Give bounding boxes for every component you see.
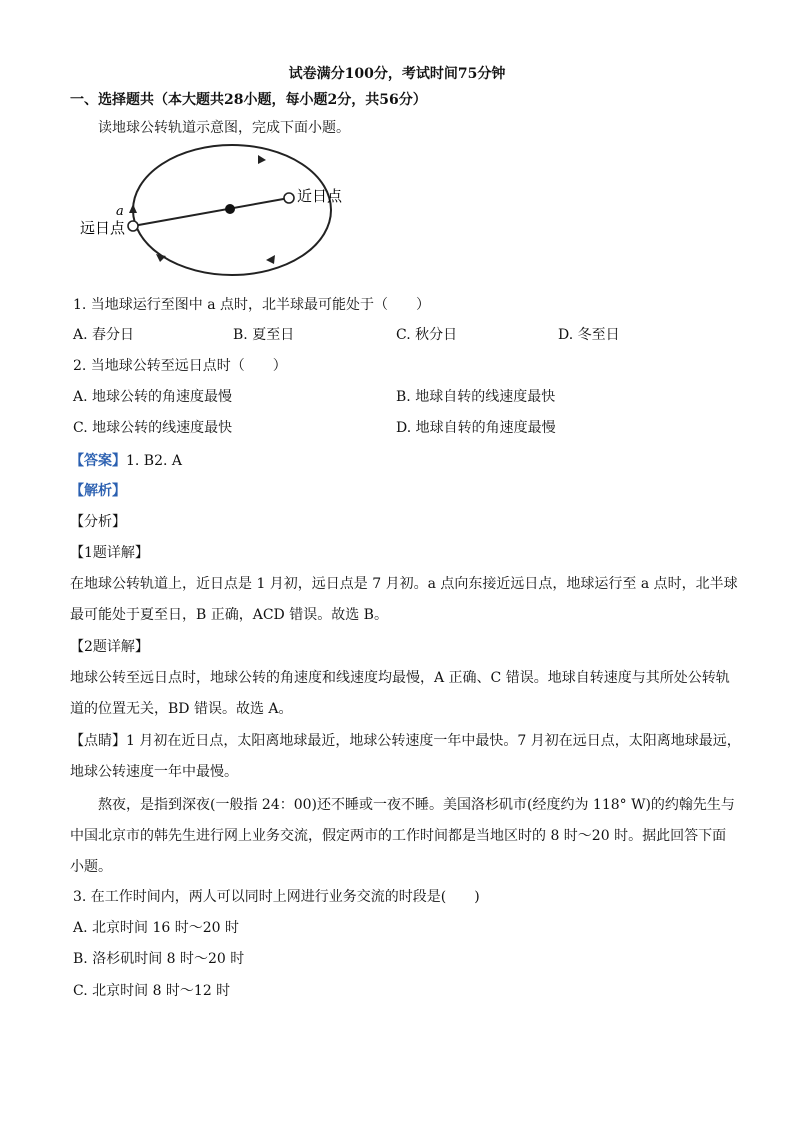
q3-option-c[interactable]: C. 北京时间 8 时～12 时 bbox=[73, 983, 231, 999]
sun-dot bbox=[225, 204, 235, 214]
point-a-label: a bbox=[116, 204, 124, 219]
q1-detail-label: 【1题详解】 bbox=[70, 545, 149, 561]
dianjing-text: 1 月初在近日点，太阳离地球最近，地球公转速度一年中最快。7 月初在远日点，太阳离地球最远， bbox=[126, 733, 741, 749]
arrow-bottom-right bbox=[266, 255, 275, 264]
answer-text: 1. B2. A bbox=[126, 453, 183, 469]
exam-info: 试卷满分100分，考试时间75分钟 bbox=[288, 66, 506, 82]
arrow-top-right bbox=[258, 155, 266, 164]
q3-option-b[interactable]: B. 洛杉矶时间 8 时～20 时 bbox=[73, 951, 245, 967]
passage2-line3: 小题。 bbox=[70, 859, 112, 875]
answer-line bbox=[70, 451, 182, 471]
q1-detail-line2: 最可能处于夏至日，B 正确，ACD 错误。故选 B。 bbox=[70, 607, 388, 623]
perihelion-point bbox=[284, 193, 294, 203]
passage2-line2: 中国北京市的韩先生进行网上业务交流，假定两市的工作时间都是当地区时的 8 时～20 时。据此回答下面 bbox=[70, 828, 727, 844]
q2-detail-line2: 道的位置无关，BD 错误。故选 A。 bbox=[70, 701, 293, 717]
aphelion-label: 远日点 bbox=[80, 219, 126, 237]
apsis-line bbox=[133, 198, 289, 226]
dianjing-label: 【点睛】 bbox=[70, 733, 126, 749]
passage-intro: 读地球公转轨道示意图，完成下面小题。 bbox=[98, 120, 350, 136]
q3-option-a[interactable]: A. 北京时间 16 时～20 时 bbox=[73, 920, 239, 936]
q1-option-c[interactable]: C. 秋分日 bbox=[396, 327, 458, 343]
q2-option-d[interactable]: D. 地球自转的角速度最慢 bbox=[396, 420, 556, 436]
orbit-diagram bbox=[70, 138, 360, 288]
analysis-label: 【解析】 bbox=[70, 483, 126, 499]
q2-detail-line1: 地球公转至远日点时，地球公转的角速度和线速度均最慢，A 正确、C 错误。地球自转速度与其所处公转轨 bbox=[70, 670, 730, 686]
q2-option-a[interactable]: A. 地球公转的角速度最慢 bbox=[73, 389, 233, 405]
dianjing-line1 bbox=[70, 731, 741, 751]
answer-label: 【答案】 bbox=[70, 453, 126, 469]
q2-option-c[interactable]: C. 地球公转的线速度最快 bbox=[73, 420, 233, 436]
q1-detail-line1: 在地球公转轨道上，近日点是 1 月初，远日点是 7 月初。a 点向东接近远日点，地球运行至 a 点时，北半球 bbox=[70, 576, 738, 592]
q1-option-b[interactable]: B. 夏至日 bbox=[233, 327, 295, 343]
aphelion-point bbox=[128, 221, 138, 231]
passage2-line1: 熬夜，是指到深夜(一般指 24：00)还不睡或一夜不睡。美国洛杉矶市(经度约为 118° W)的约翰先生与 bbox=[98, 797, 735, 813]
fenxi-label: 【分析】 bbox=[70, 514, 126, 530]
section-title: 一、选择题共（本大题共28小题，每小题2分，共56分） bbox=[70, 92, 427, 108]
q2-option-b[interactable]: B. 地球自转的线速度最快 bbox=[396, 389, 556, 405]
perihelion-label: 近日点 bbox=[297, 187, 343, 205]
q3-stem: 3. 在工作时间内，两人可以同时上网进行业务交流的时段是( ) bbox=[73, 889, 480, 905]
q2-detail-label: 【2题详解】 bbox=[70, 639, 149, 655]
dianjing-line2: 地球公转速度一年中最慢。 bbox=[70, 764, 238, 780]
q1-option-d[interactable]: D. 冬至日 bbox=[558, 327, 620, 343]
q2-stem: 2. 当地球公转至远日点时（ ） bbox=[73, 358, 287, 374]
q1-stem: 1. 当地球运行至图中 a 点时，北半球最可能处于（ ） bbox=[73, 297, 431, 313]
arrow-left bbox=[129, 204, 137, 213]
q1-option-a[interactable]: A. 春分日 bbox=[73, 327, 135, 343]
